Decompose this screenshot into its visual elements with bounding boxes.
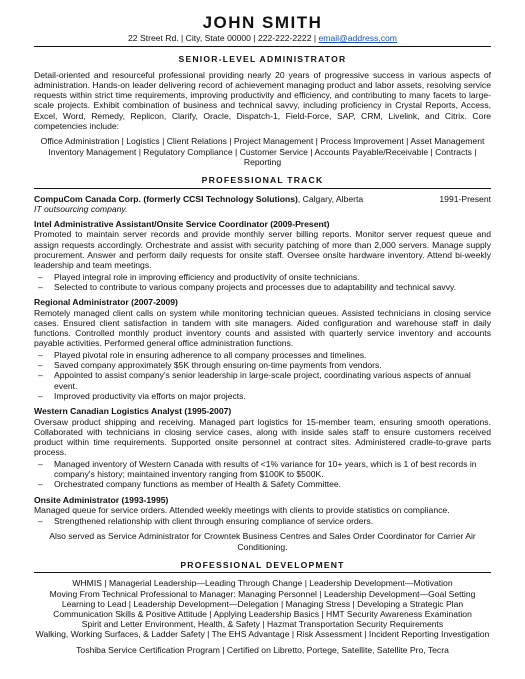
bullet-item: – Appointed to assist company's senior leadership in large-scale project, coordinating various aspects of annual event. xyxy=(38,370,491,391)
development-line: Moving From Technical Professional to Manager: Managing Personnel | Leadership Development—Goal Setting xyxy=(49,588,476,599)
bullet-item: – Selected to contribute to various company projects and processes due to adaptability and technical savvy. xyxy=(38,282,491,292)
email-link[interactable]: email@address.com xyxy=(318,33,397,43)
professional-development-title: PROFESSIONAL DEVELOPMENT xyxy=(34,560,491,573)
company-tagline: IT outsourcing company. xyxy=(34,203,128,214)
role-description: Promoted to maintain server records and provide monthly server billing reports. Monitor server request queue and assign requests accordingly. Orchestrate and assist with security patching of more than 2,000 servers. Manage supply procurement. Answer and perform daily requests for onsite staff. Oversee onsite hardware inventory. Attend bi-weekly leadership and team meetings. xyxy=(34,229,491,271)
competencies-line: Inventory Management | Regulatory Compliance | Customer Service | Accounts Payable/Receivable | Contracts | Reporting xyxy=(48,146,477,167)
development-list xyxy=(34,578,491,639)
competencies-line: Office Administration | Logistics | Client Relations | Project Management | Process Improvement | Asset Management xyxy=(40,136,485,147)
summary-paragraph: Detail-oriented and resourceful professional providing nearly 20 years of progressive success in various aspects of administration. Hands-on leader delivering record of achievement managing product and labor assets, resolving service requests within strict time requirements, improving productivity and efficiency, and contributing to many facets to large-scale projects. Exhibit combination of business and technical savvy, including proficiency in Crystal Reports, Access, Excel, Word, Remedy, Replicon, Clarify, Oracle, Dispatch-1, Field-Force, SAP, CRM, Livelink, and Citrix. Core competencies include: xyxy=(34,69,491,132)
company-location: , Calgary, Alberta xyxy=(297,193,364,204)
company-name: CompuCom Canada Corp. (formerly CCSI Technology Solutions) xyxy=(34,193,298,204)
bullet-item: – Managed inventory of Western Canada with results of <1% variance for 10+ years, which is 1 of best records in company's history; maintained inventory ranging from $100K to $500K. xyxy=(38,459,491,480)
professional-track-title: PROFESSIONAL TRACK xyxy=(34,175,491,188)
development-line: Communication Skills & Positive Attitude | Applying Leadership Basics | HMT Security Awareness Examination xyxy=(53,608,472,619)
company-row xyxy=(34,194,491,204)
bullet-item: – Saved company approximately $5K through ensuring on-time payments from vendors. xyxy=(38,360,491,370)
role-bullets xyxy=(34,516,491,526)
candidate-name: JOHN SMITH xyxy=(202,13,323,32)
company-dates: 1991-Present xyxy=(439,193,491,204)
role-description: Oversaw product shipping and receiving. Managed part logistics for 15-member team, ensuring smooth operations. Collaborated with technicians in closing service cases, along with inside sales staff to ensure customers received product within time requirements. Supported onsite personnel at contract sites. Administered cradle-to-grave parts process. xyxy=(34,416,491,458)
development-line: Learning to Lead | Leadership Development—Delegation | Managing Stress | Developing a Strategic Plan xyxy=(61,598,464,609)
role-bullets xyxy=(34,272,491,293)
role-bullets xyxy=(34,459,491,490)
development-line: WHMIS | Managerial Leadership—Leading Through Change | Leadership Development—Motivation xyxy=(72,578,453,589)
bullet-item: – Orchestrated company functions as member of Health & Safety Committee. xyxy=(38,479,491,489)
role-title: Onsite Administrator (1993-1995) xyxy=(34,494,169,505)
role-description: Managed queue for service orders. Attended weekly meetings with clients to provide statistics on compliance. xyxy=(34,504,450,515)
role-title: Intel Administrative Assistant/Onsite Service Coordinator (2009-Present) xyxy=(34,219,330,230)
core-competencies xyxy=(34,136,491,167)
role-bullets xyxy=(34,350,491,401)
summary-title: SENIOR-LEVEL ADMINISTRATOR xyxy=(178,54,347,65)
development-line: Walking, Working Surfaces, & Ladder Safety | The EHS Advantage | Risk Assessment | Incident Reporting Investigation xyxy=(35,629,490,640)
contact-line xyxy=(34,33,491,47)
bullet-item: – Improved productivity via efforts on major projects. xyxy=(38,391,491,401)
company-info xyxy=(34,194,363,204)
role-title: Regional Administrator (2007-2009) xyxy=(34,297,178,308)
additional-roles-note: Also served as Service Administrator for Crowntek Business Centres and Sales Order Coordinator for Carrier Air Conditioning. xyxy=(49,531,476,552)
development-line: Spirit and Letter Environment, Health, & Safety | Hazmat Transportation Security Requirements xyxy=(81,619,444,630)
bullet-item: – Played integral role in improving efficiency and productivity of onsite technicians. xyxy=(38,272,491,282)
role-title: Western Canadian Logistics Analyst (1995-2007) xyxy=(34,406,232,417)
certification-line: Toshiba Service Certification Program | Certified on Libretto, Portege, Satellite, Satellite Pro, Tecra xyxy=(76,644,449,655)
role-description: Remotely managed client calls on system while monitoring technician queues. Assisted technicians in closing service cases. Ensured client satisfaction in tandem with site managers. Aided configuration and warehouse staff in daily functions. Controlled monthly product inventory counts and assisted with quarterly service inventory and accounts payable activities. Performed general office administration functions. xyxy=(34,307,491,349)
bullet-item: – Played pivotal role in ensuring adherence to all company processes and timelines. xyxy=(38,350,491,360)
contact-text: 22 Street Rd. | City, State 00000 | 222-222-2222 | xyxy=(128,33,319,43)
bullet-item: – Strengthened relationship with client through ensuring compliance of service orders. xyxy=(38,516,491,526)
